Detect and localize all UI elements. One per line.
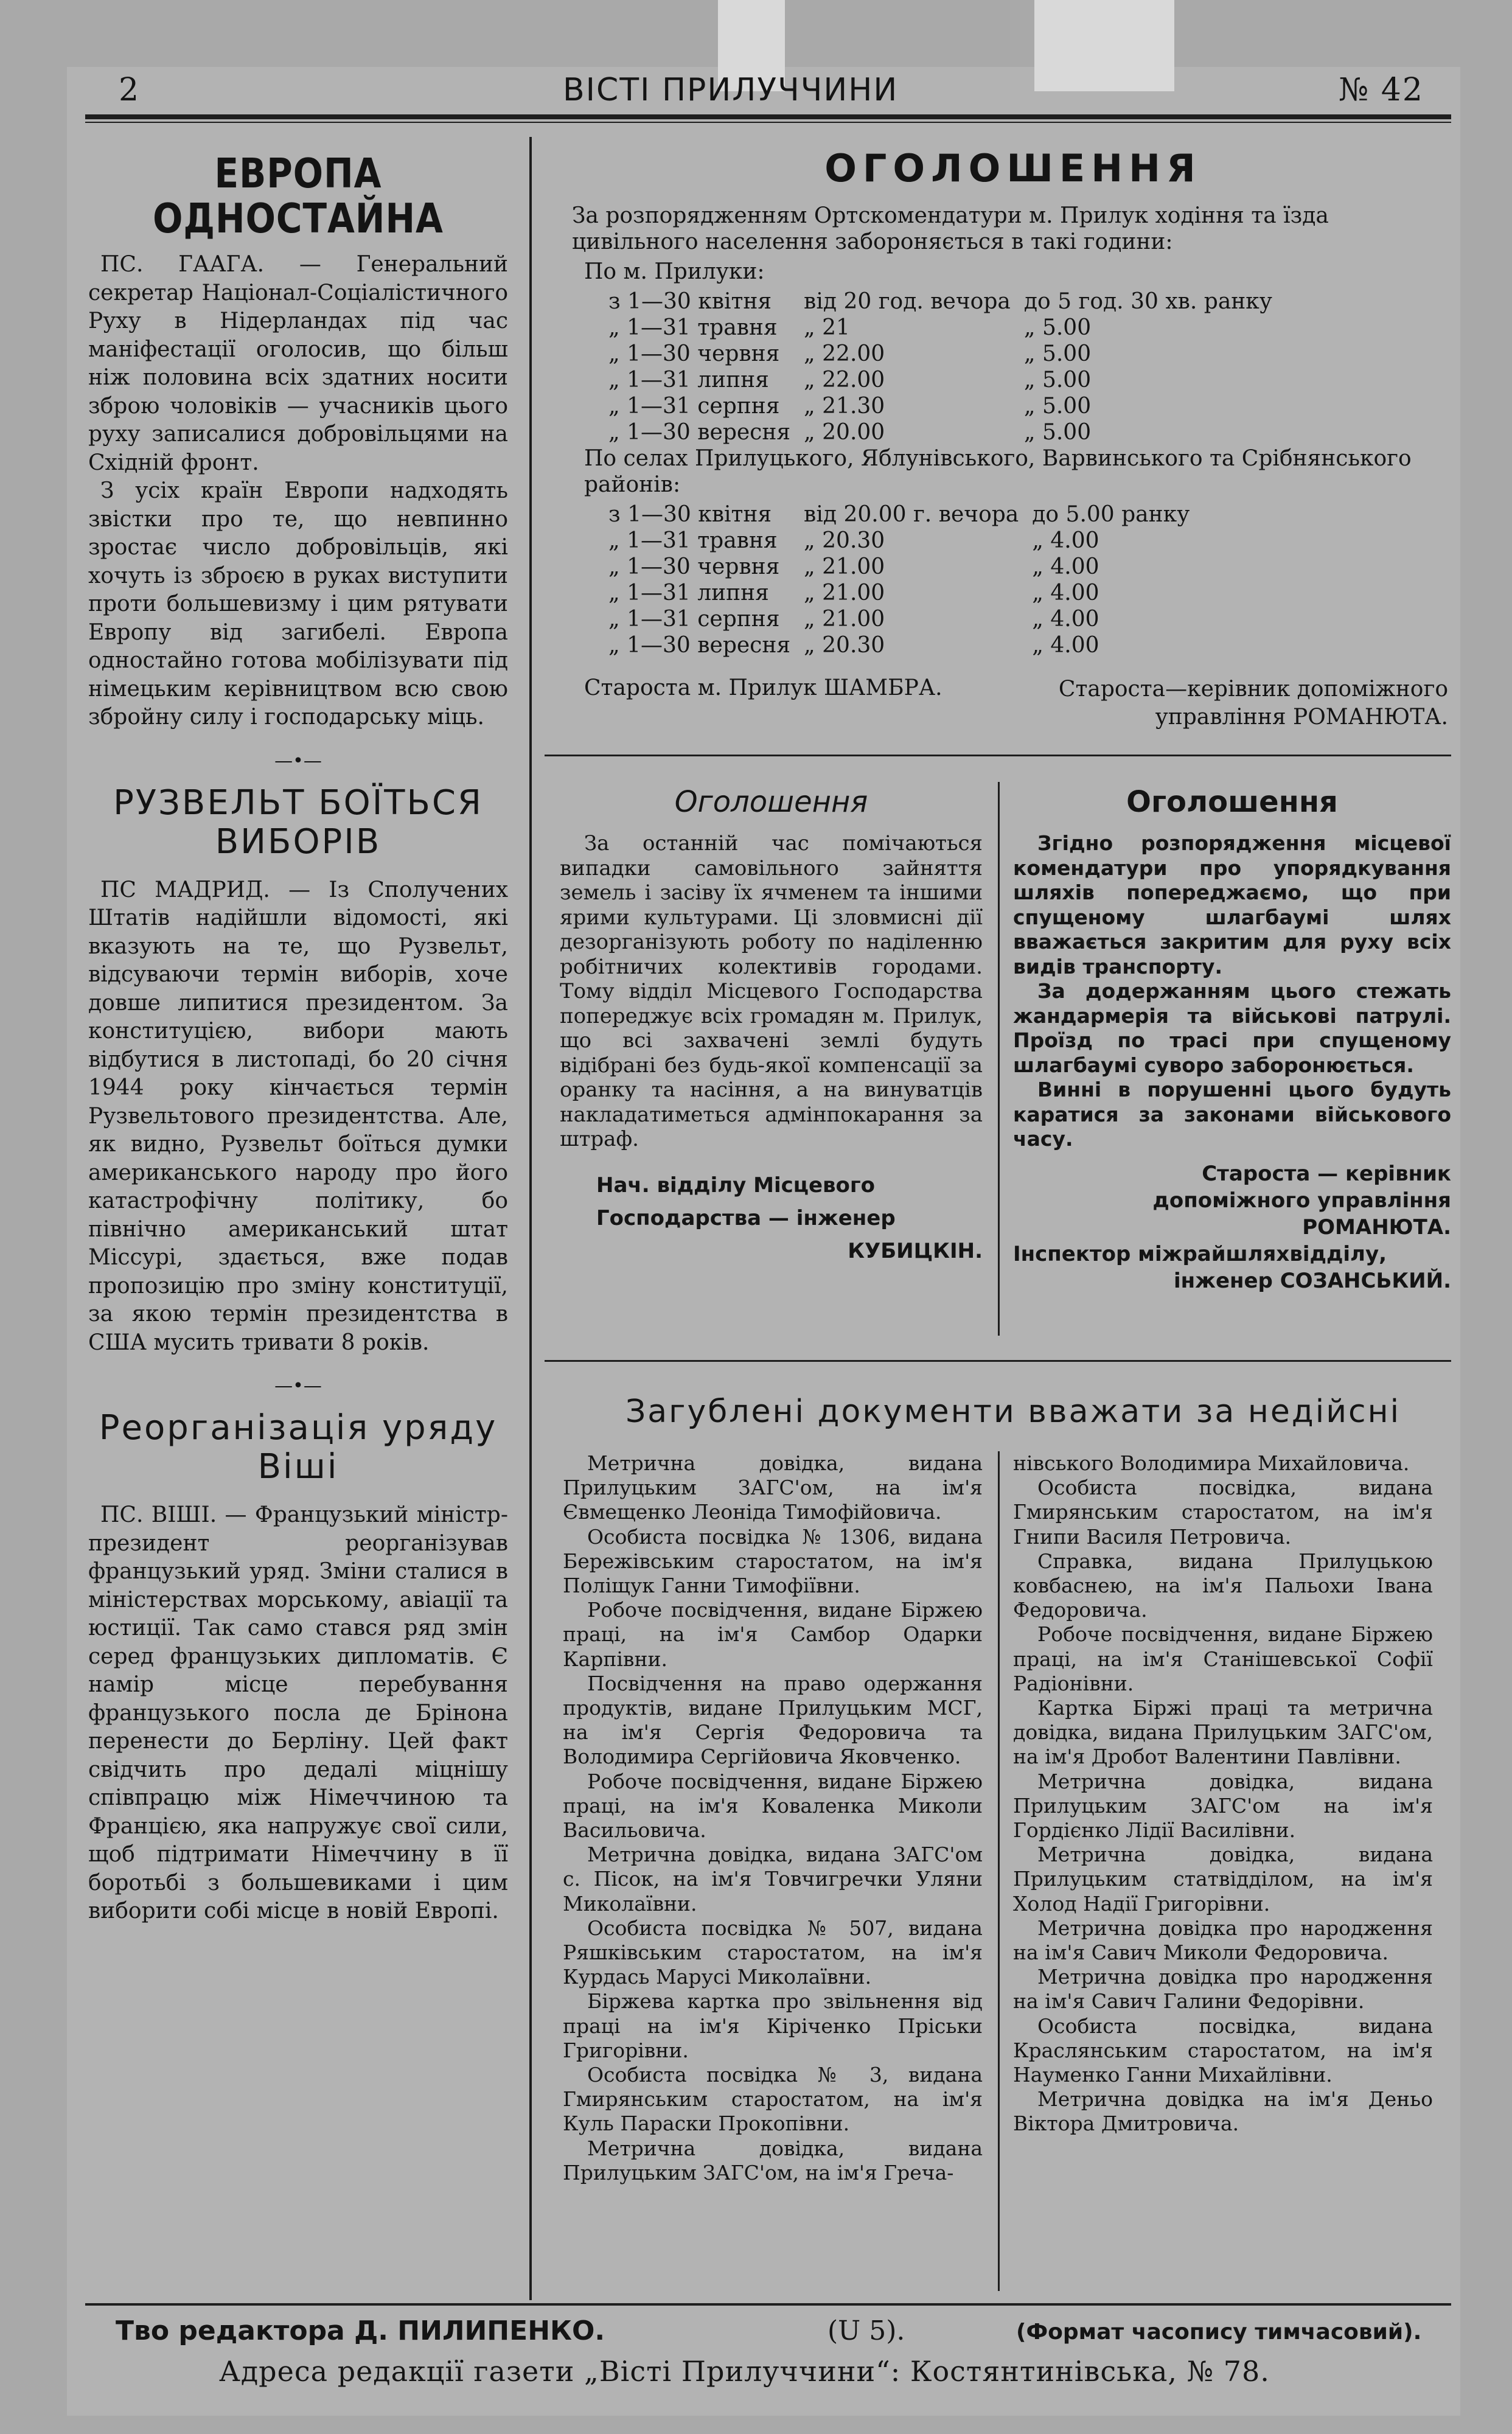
column-divider: [998, 1451, 1000, 2291]
cell-period: „ 1—30 червня: [608, 554, 780, 579]
schedule-row: [608, 367, 1286, 393]
separator: —•—: [274, 750, 322, 772]
cell-to: „ 5.00: [1023, 315, 1092, 340]
print-code: (U 5).: [827, 2315, 905, 2346]
cell-to: „ 5.00: [1023, 394, 1092, 419]
announcement-title: Оголошення: [1126, 785, 1338, 819]
cell-to: „ 4.00: [1032, 581, 1099, 605]
list-item: нівського Володимира Михайловича.: [1013, 1451, 1410, 1475]
cell-from: „ 21.00: [804, 607, 885, 632]
list-item: Посвідчення на право одержання продуктів, видане Прилуцьким МСГ, на ім'я Сергія Федоровича та Володимира Сергійовича Яковченко.: [563, 1671, 983, 1769]
village-label: По селах Прилуцького, Яблунівського, Варвинського та Срібнянського районів:: [584, 446, 1412, 497]
schedule-row: [608, 419, 1286, 445]
lost-documents-column: [563, 1451, 983, 2185]
cell-to: „ 4.00: [1032, 607, 1099, 632]
announcement-text: За останній час помічаються випадки самовільного зайняття земель і засіву їх ячменем та іншими ярими культурами. Ці зловмисні дії дезорганізують роботу по наділенню робітничих колективів городами. Тому відділ Місцевого Господарства попереджує всіх громадян м. Прилук, що всі захвачені землі будуть відібрані без будь-якої компенсації за оранку та насіння, а на винуватців накладатиметься адмінпокарання за штраф.: [560, 831, 983, 1151]
cell-to: до 5 год. 30 хв. ранку: [1023, 289, 1272, 314]
article-title: Реорганізація уряду Віші: [99, 1408, 498, 1487]
signature-left: Староста м. Прилук ШАМБРА.: [584, 675, 942, 700]
cell-period: „ 1—31 липня: [608, 581, 769, 605]
cell-period: „ 1—30 вересня: [608, 633, 791, 658]
cell-period: з 1—30 квітня: [608, 289, 772, 314]
schedule-row: [608, 632, 1203, 658]
cell-from: „ 22.00: [804, 368, 885, 392]
torn-edge: [1034, 0, 1174, 91]
signature-line: допоміжного управління: [1152, 1188, 1451, 1213]
village-schedule-table: [608, 501, 1203, 658]
lost-documents-column: [1013, 1451, 1433, 2136]
article-title: ЕВРОПА ОДНОСТАЙНА: [153, 150, 444, 242]
cell-to: „ 4.00: [1032, 528, 1099, 553]
newspaper-title: ВІСТІ ПРИЛУЧЧИНИ: [563, 72, 899, 108]
list-item: Біржева картка про звільнення від праці на ім'я Кіріченко Пріськи Григорівни.: [563, 1989, 983, 2062]
cell-to: „ 4.00: [1032, 554, 1099, 579]
curfew-announcement: [572, 146, 1454, 736]
schedule-row: [608, 554, 1203, 580]
signature-right: [1059, 675, 1448, 731]
announcement-title: Оголошення: [674, 785, 868, 819]
list-item: Робоче посвідчення, видане Біржею праці, на ім'я Станішевської Софії Радіонівни.: [1013, 1622, 1433, 1695]
cell-period: „ 1—31 серпня: [608, 394, 780, 419]
signature-line: Інспектор міжрайшляхвідділу,: [1013, 1241, 1387, 1266]
cell-from: від 20.00 г. вечора: [804, 502, 1019, 527]
schedule-row: [608, 580, 1203, 606]
article-title: РУЗВЕЛЬТ БОЇТЬСЯ ВИБОРІВ: [113, 783, 483, 862]
list-item: Особиста посвідка № 3, видана Гмирянським старостатом, на ім'я Куль Параски Прокопівни.: [563, 2063, 983, 2136]
schedule-row: [608, 315, 1286, 341]
list-item: Метрична довідка, видана Прилуцьким ЗАГС'ом, на ім'я Греча-: [563, 2136, 983, 2185]
announcement-text: За додержанням цього стежать жандармерія та військові патрулі. Проїзд по трасі при спущеному шлагбаумі суворо заборонюється.: [1013, 979, 1451, 1077]
editorial-address: Адреса редакції газети „Вісті Прилуччини“: Костянтинівська, № 78.: [219, 2355, 1270, 2388]
column-divider: [998, 782, 1000, 1336]
schedule-row: [608, 341, 1286, 367]
cell-period: „ 1—31 липня: [608, 368, 769, 392]
cell-period: „ 1—30 вересня: [608, 420, 791, 445]
left-column: [88, 140, 508, 1926]
article-paragraph: ПС. ГААГА. — Генеральний секретар Націонал-Соціалістичного Руху в Нідерландах під час маніфестації оголосив, що більш ніж половина всіх здатних носити зброю чоловіків — учасників цього руху записалися добровільцями на Східній фронт.: [88, 252, 508, 475]
article-paragraph: ПС. ВІШІ. — Французький міністр-президент реорганізував французький уряд. Зміни сталися в міністерствах морському, авіації та юстиції. Так само стався ряд змін серед французьких дипломатів. Є намір місце перебування французького посла де Брінона перенести до Берліну. Цей факт свідчить про дедалі міцнішу співпрацю між Німеччиною та Францією, яка напружує свої сили, щоб підтримати Німеччину в її боротьбі з большевиками і цим виборити собі місце в новій Европі.: [88, 1502, 508, 1923]
cell-from: „ 20.30: [804, 633, 885, 658]
section-divider: [545, 755, 1451, 756]
cell-from: „ 21: [804, 315, 850, 340]
issue-number: № 42: [1339, 72, 1424, 108]
cell-to: „ 5.00: [1023, 420, 1092, 445]
schedule-row: [608, 501, 1203, 528]
editor-line: Тво редактора Д. ПИЛИПЕНКО.: [116, 2315, 605, 2346]
article-paragraph: ПС МАДРИД. — Із Сполучених Штатів надійшли відомості, які вказують на те, що Рузвельт, відсуваючи термін виборів, хоче довше липитися президентом. За конституцією, вибори мають відбутися в листопаді, бо 20 січня 1944 року кінчається термін Рузвельтового президентства. Але, як видно, Рузвельт боїться думки американського народу про його катастрофічну політику, бо північно американський штат Міссурі, здається, вже подав пропозицію про зміну конституції, за якою термін президентства в США мусить тривати 8 років.: [88, 877, 508, 1355]
land-announcement: [560, 785, 983, 1268]
cell-to: „ 5.00: [1023, 341, 1092, 366]
cell-period: „ 1—31 серпня: [608, 607, 780, 632]
announcement-text: Винні в порушенні цього будуть каратися за законами військового часу.: [1013, 1078, 1451, 1151]
list-item: Метрична довідка, видана ЗАГС'ом с. Пісок, на ім'я Товчигречки Уляни Миколаївни.: [563, 1843, 983, 1916]
page-number: 2: [119, 72, 141, 108]
cell-period: „ 1—30 червня: [608, 341, 780, 366]
cell-period: „ 1—31 травня: [608, 315, 778, 340]
article-body: [88, 876, 508, 1358]
cell-from: „ 21.30: [804, 394, 885, 419]
format-note: (Формат часопису тимчасовий).: [1016, 2320, 1422, 2345]
article-body: [88, 1501, 508, 1926]
list-item: Метрична довідка, видана Прилуцьким статвідділом, на ім'я Холод Надії Григорівни.: [1013, 1843, 1433, 1916]
schedule-row: [608, 528, 1203, 554]
announcement-title: ОГОЛОШЕННЯ: [824, 146, 1202, 190]
cell-from: „ 21.00: [804, 581, 885, 605]
list-item: Метрична довідка про народження на ім'я Савич Галини Федорівни.: [1013, 1965, 1433, 2014]
city-schedule-table: [608, 288, 1286, 445]
section-divider: [545, 1360, 1451, 1362]
list-item: Робоче посвідчення, видане Біржею праці, на ім'я Коваленка Миколи Васильовича.: [563, 1769, 983, 1843]
list-item: Робоче посвідчення, видане Біржею праці, на ім'я Самбор Одарки Карпівни.: [563, 1598, 983, 1671]
list-item: Метрична довідка на ім'я Деньо Віктора Дмитровича.: [1013, 2087, 1433, 2136]
cell-to: до 5.00 ранку: [1032, 502, 1190, 527]
schedule-row: [608, 606, 1203, 632]
cell-to: „ 4.00: [1032, 633, 1099, 658]
signature-line: інженер СОЗАНСЬКИЙ.: [1173, 1268, 1451, 1293]
separator: —•—: [274, 1375, 322, 1397]
header-rule: [85, 114, 1451, 119]
article-body: [88, 251, 508, 732]
announcement-intro: За розпорядженням Ортскомендатури м. Прилук ходіння та їзда цивільного населення забороняється в такі години:: [572, 203, 1329, 254]
road-announcement: [1013, 785, 1451, 1294]
list-item: Метрична довідка, видана Прилуцьким ЗАГС'ом на ім'я Гордієнко Лідії Василівни.: [1013, 1769, 1433, 1843]
article-paragraph: З усіх країн Европи надходять звістки про те, що невпинно зростає число добровільців, які хочуть із зброєю в руках виступити проти большевизму і цим рятувати Европу від загибелі. Европа одностайно готова мобілізувати під німецьким керівництвом всю свою збройну силу і господарську міць.: [88, 478, 508, 730]
list-item: Особиста посвідка, видана Гмирянським старостатом, на ім'я Гнипи Василя Петровича.: [1013, 1476, 1433, 1549]
schedule-row: [608, 393, 1286, 419]
signatures: [572, 675, 1454, 736]
signature-line: Господарства — інженер: [596, 1205, 896, 1230]
cell-from: „ 20.00: [804, 420, 885, 445]
city-label: По м. Прилуки:: [584, 259, 765, 284]
cell-period: з 1—30 квітня: [608, 502, 772, 527]
list-item: Особиста посвідка № 507, видана Ряшківським старостатом, на ім'я Курдась Марусі Миколаївни.: [563, 1916, 983, 1989]
cell-from: „ 22.00: [804, 341, 885, 366]
announcement-text: Згідно розпорядження місцевої комендатури про упорядкування шляхів попереджаємо, що при спущеному шлагбаумі шлях вважається закритим для руху всіх видів транспорту.: [1013, 831, 1451, 978]
signature-line: КУБИЦКІН.: [848, 1238, 983, 1263]
cell-period: „ 1—31 травня: [608, 528, 778, 553]
footer-rule: [85, 2303, 1451, 2306]
list-item: Картка Біржі праці та метрична довідка, видана Прилуцьким ЗАГС'ом, на ім'я Дробот Валентини Павлівни.: [1013, 1696, 1433, 1769]
list-item: Особиста посвідка, видана Краслянським старостатом, на ім'я Науменко Ганни Михайлівни.: [1013, 2014, 1433, 2087]
cell-from: „ 21.00: [804, 554, 885, 579]
cell-from: „ 20.30: [804, 528, 885, 553]
signature-line: Староста—керівник допоміжного: [1058, 677, 1448, 702]
signature-line: Староста — керівник: [1202, 1161, 1451, 1186]
signature-line: Нач. відділу Місцевого: [596, 1173, 876, 1198]
list-item: Справка, видана Прилуцькою ковбаснею, на ім'я Пальохи Івана Федоровича.: [1013, 1549, 1433, 1622]
list-item: Метрична довідка про народження на ім'я Савич Миколи Федоровича.: [1013, 1916, 1433, 1965]
signature-line: управління РОМАНЮТА.: [1155, 705, 1448, 730]
schedule-row: [608, 288, 1286, 315]
lost-documents-title: Загублені документи вважати за недійсні: [625, 1393, 1401, 1430]
cell-to: „ 5.00: [1023, 368, 1092, 392]
list-item: Метрична довідка, видана Прилуцьким ЗАГС'ом, на ім'я Євмещенко Леоніда Тимофійовича.: [563, 1451, 983, 1524]
list-item: Особиста посвідка № 1306, видана Бережівським старостатом, на ім'я Поліщук Ганни Тимофіївни.: [563, 1524, 983, 1598]
header-rule-thin: [85, 122, 1451, 123]
cell-from: від 20 год. вечора: [804, 289, 1011, 314]
column-divider: [529, 137, 532, 2300]
signature-line: РОМАНЮТА.: [1302, 1215, 1451, 1240]
